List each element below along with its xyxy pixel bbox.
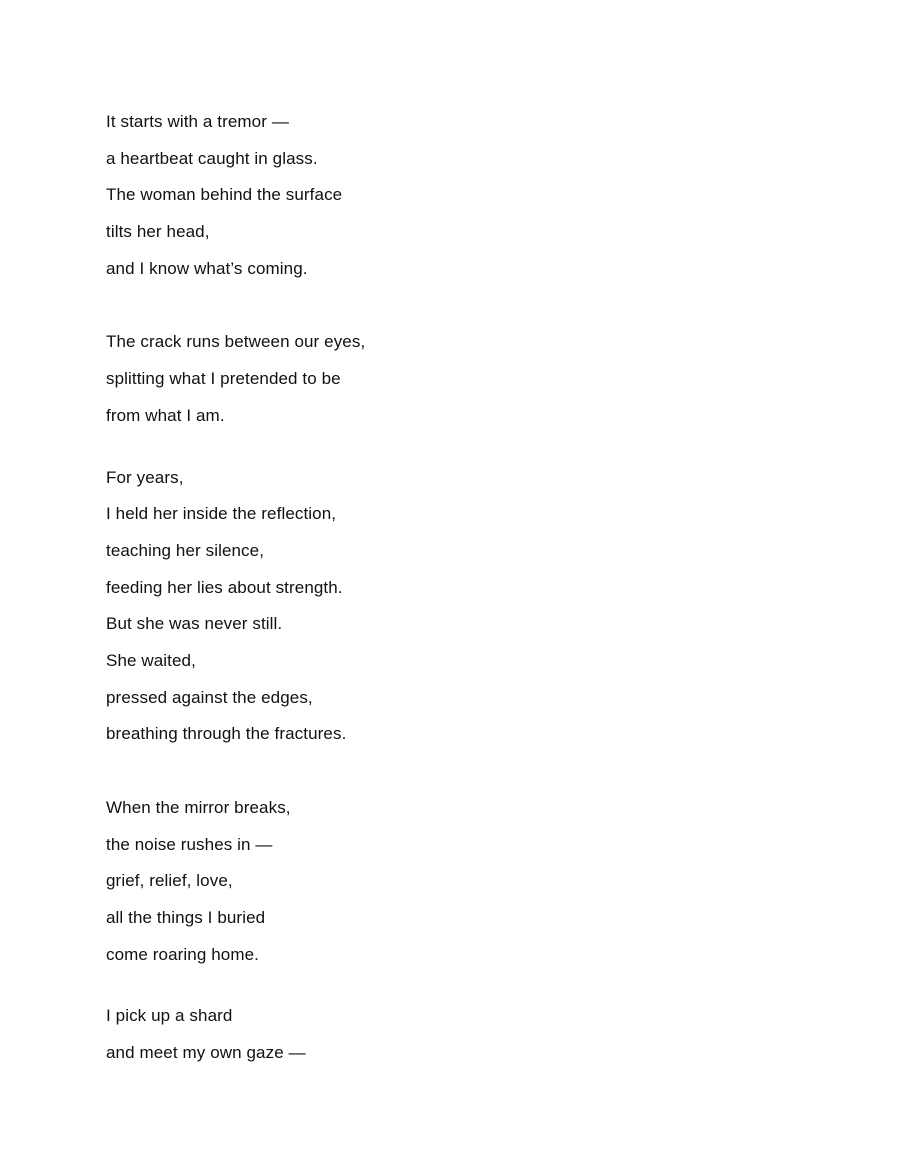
poem-line: breathing through the fractures.	[106, 724, 347, 744]
stanza-3	[106, 460, 806, 754]
poem-line: The crack runs between our eyes,	[106, 332, 366, 352]
stanza-break	[106, 287, 806, 324]
poem-line: all the things I buried	[106, 908, 266, 928]
poem-line: the noise rushes in —	[106, 834, 273, 854]
stanza-4	[106, 790, 806, 973]
poem-line: She waited,	[106, 650, 196, 670]
stanza-5	[106, 998, 806, 1071]
poem-line: come roaring home.	[106, 944, 259, 964]
poem-line: I pick up a shard	[106, 1006, 233, 1026]
poem-line: grief, relief, love,	[106, 871, 233, 891]
poem-line: For years,	[106, 467, 184, 487]
poem-line: a heartbeat caught in glass.	[106, 148, 318, 168]
poem-line: tilts her head,	[106, 222, 210, 242]
stanza-2	[106, 324, 806, 434]
poem-line: from what I am.	[106, 405, 225, 425]
poem-line: I held her inside the reflection,	[106, 504, 337, 524]
stanza-1	[106, 104, 806, 287]
stanza-break	[106, 973, 806, 998]
poem-line: and meet my own gaze —	[106, 1043, 306, 1063]
poem-line: But she was never still.	[106, 614, 283, 634]
poem-line: It starts with a tremor —	[106, 112, 289, 131]
poem	[106, 104, 806, 1072]
poem-line: splitting what I pretended to be	[106, 369, 341, 389]
stanza-break	[106, 435, 806, 460]
poem-line: feeding her lies about strength.	[106, 577, 343, 597]
poem-line: When the mirror breaks,	[106, 798, 291, 817]
poem-line: and I know what’s coming.	[106, 258, 308, 278]
poem-line: pressed against the edges,	[106, 687, 313, 707]
stanza-break	[106, 753, 806, 790]
poem-line: teaching her silence,	[106, 540, 265, 560]
poem-line: The woman behind the surface	[106, 185, 343, 205]
